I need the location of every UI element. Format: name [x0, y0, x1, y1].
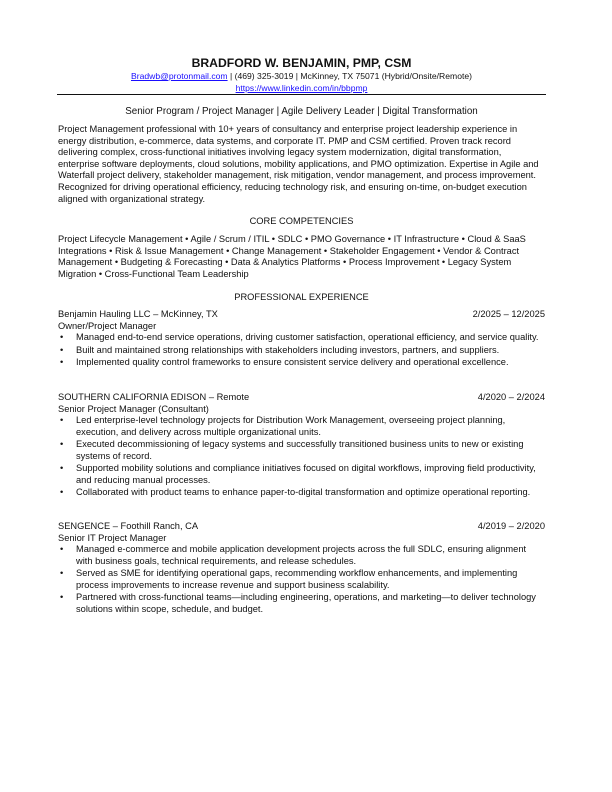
list-item: • Supported mobility solutions and compliance initiatives focused on digital workflows, improving field productivity, and reducing manual processes. [58, 463, 545, 486]
contact-info [58, 70, 545, 94]
job-title: Senior Project Manager (Consultant) [58, 403, 209, 414]
job-entry [58, 392, 545, 500]
list-item: • Managed end-to-end service operations, driving customer satisfaction, operational efficiency, and service quality. [58, 332, 545, 344]
job-dates: 4/2019 – 2/2020 [477, 521, 545, 531]
job-title: Owner/Project Manager [58, 320, 157, 331]
contact-details: | (469) 325-3019 | McKinney, TX 75071 (Hybrid/Onsite/Remote) [227, 71, 473, 81]
job-dates: 2/2025 – 12/2025 [472, 309, 545, 319]
list-item: • Managed e-commerce and mobile application development projects across the full SDLC, ensuring alignment with business goals, technical requirements, and release schedules. [58, 544, 545, 567]
job-company: Benjamin Hauling LLC – McKinney, TX [58, 309, 218, 319]
job-bullets [58, 332, 545, 369]
list-item: • Executed decommissioning of legacy systems and successfully transitioned business units to new or existing systems of record. [58, 439, 545, 462]
email-link[interactable]: Bradwb@protonmail.com [130, 71, 228, 81]
list-item: • Built and maintained strong relationships with stakeholders including investors, partners, and suppliers. [58, 345, 545, 357]
job-bullets [58, 544, 545, 615]
job-company: SENGENCE – Foothill Ranch, CA [58, 521, 199, 531]
list-item: • Implemented quality control frameworks to ensure consistent service delivery and operational excellence. [58, 357, 545, 369]
list-item: • Collaborated with product teams to enhance paper-to-digital transformation and optimize operational reporting. [58, 487, 545, 499]
job-title: Senior IT Project Manager [58, 532, 167, 543]
job-dates: 4/2020 – 2/2024 [477, 392, 545, 402]
tagline: Senior Program / Project Manager | Agile Delivery Leader | Digital Transformation [125, 106, 478, 117]
summary: Project Management professional with 10+ years of consultancy and enterprise project leadership experience in energy distribution, e-commerce, data systems, and corporate IT. PMP and CSM certified. Proven track record delivering complex, cross-functional initiatives involving legacy system modernization, digital transformation, enterprise software deployments, cloud solutions, mobility applications, and PMO optimization. Expertise in Agile and Waterfall project delivery, stakeholder management, risk mitigation, vendor management, and process improvement. Recognized for driving operational efficiency, reducing technology risk, and ensuring on-time, on-budget execution aligned with organizational strategy. [58, 124, 539, 204]
header-divider [57, 94, 546, 95]
job-bullets [58, 415, 545, 499]
list-item: • Partnered with cross-functional teams—including engineering, operations, and marketing—to deliver technology solutions within scope, schedule, and budget. [58, 592, 545, 615]
list-item: • Served as SME for identifying operational gaps, recommending workflow enhancements, and implementing process improvements to increase revenue and support business scalability. [58, 568, 545, 591]
candidate-name: BRADFORD W. BENJAMIN, PMP, CSM [191, 56, 412, 70]
job-entry [58, 521, 545, 616]
job-company: SOUTHERN CALIFORNIA EDISON – Remote [58, 392, 250, 402]
competencies-list: Project Lifecycle Management • Agile / Scrum / ITIL • SDLC • PMO Governance • IT Infrastructure • Cloud & SaaS Integrations • Risk & Issue Management • Change Management • Stakeholder Engagement • Vendor & Contract Management • Budgeting & Forecasting • Data & Analytics Platforms • Process Improvement • Legacy System Migration • Cross-Functional Team Leadership [58, 234, 526, 279]
job-entry [58, 309, 545, 370]
experience-heading: PROFESSIONAL EXPERIENCE [234, 292, 369, 302]
competencies-heading: CORE COMPETENCIES [249, 216, 354, 226]
linkedin-link[interactable]: https://www.linkedin.com/in/bbpmp [235, 83, 368, 93]
list-item: • Led enterprise-level technology projects for Distribution Work Management, overseeing project planning, execution, and delivery across multiple organizational units. [58, 415, 545, 438]
